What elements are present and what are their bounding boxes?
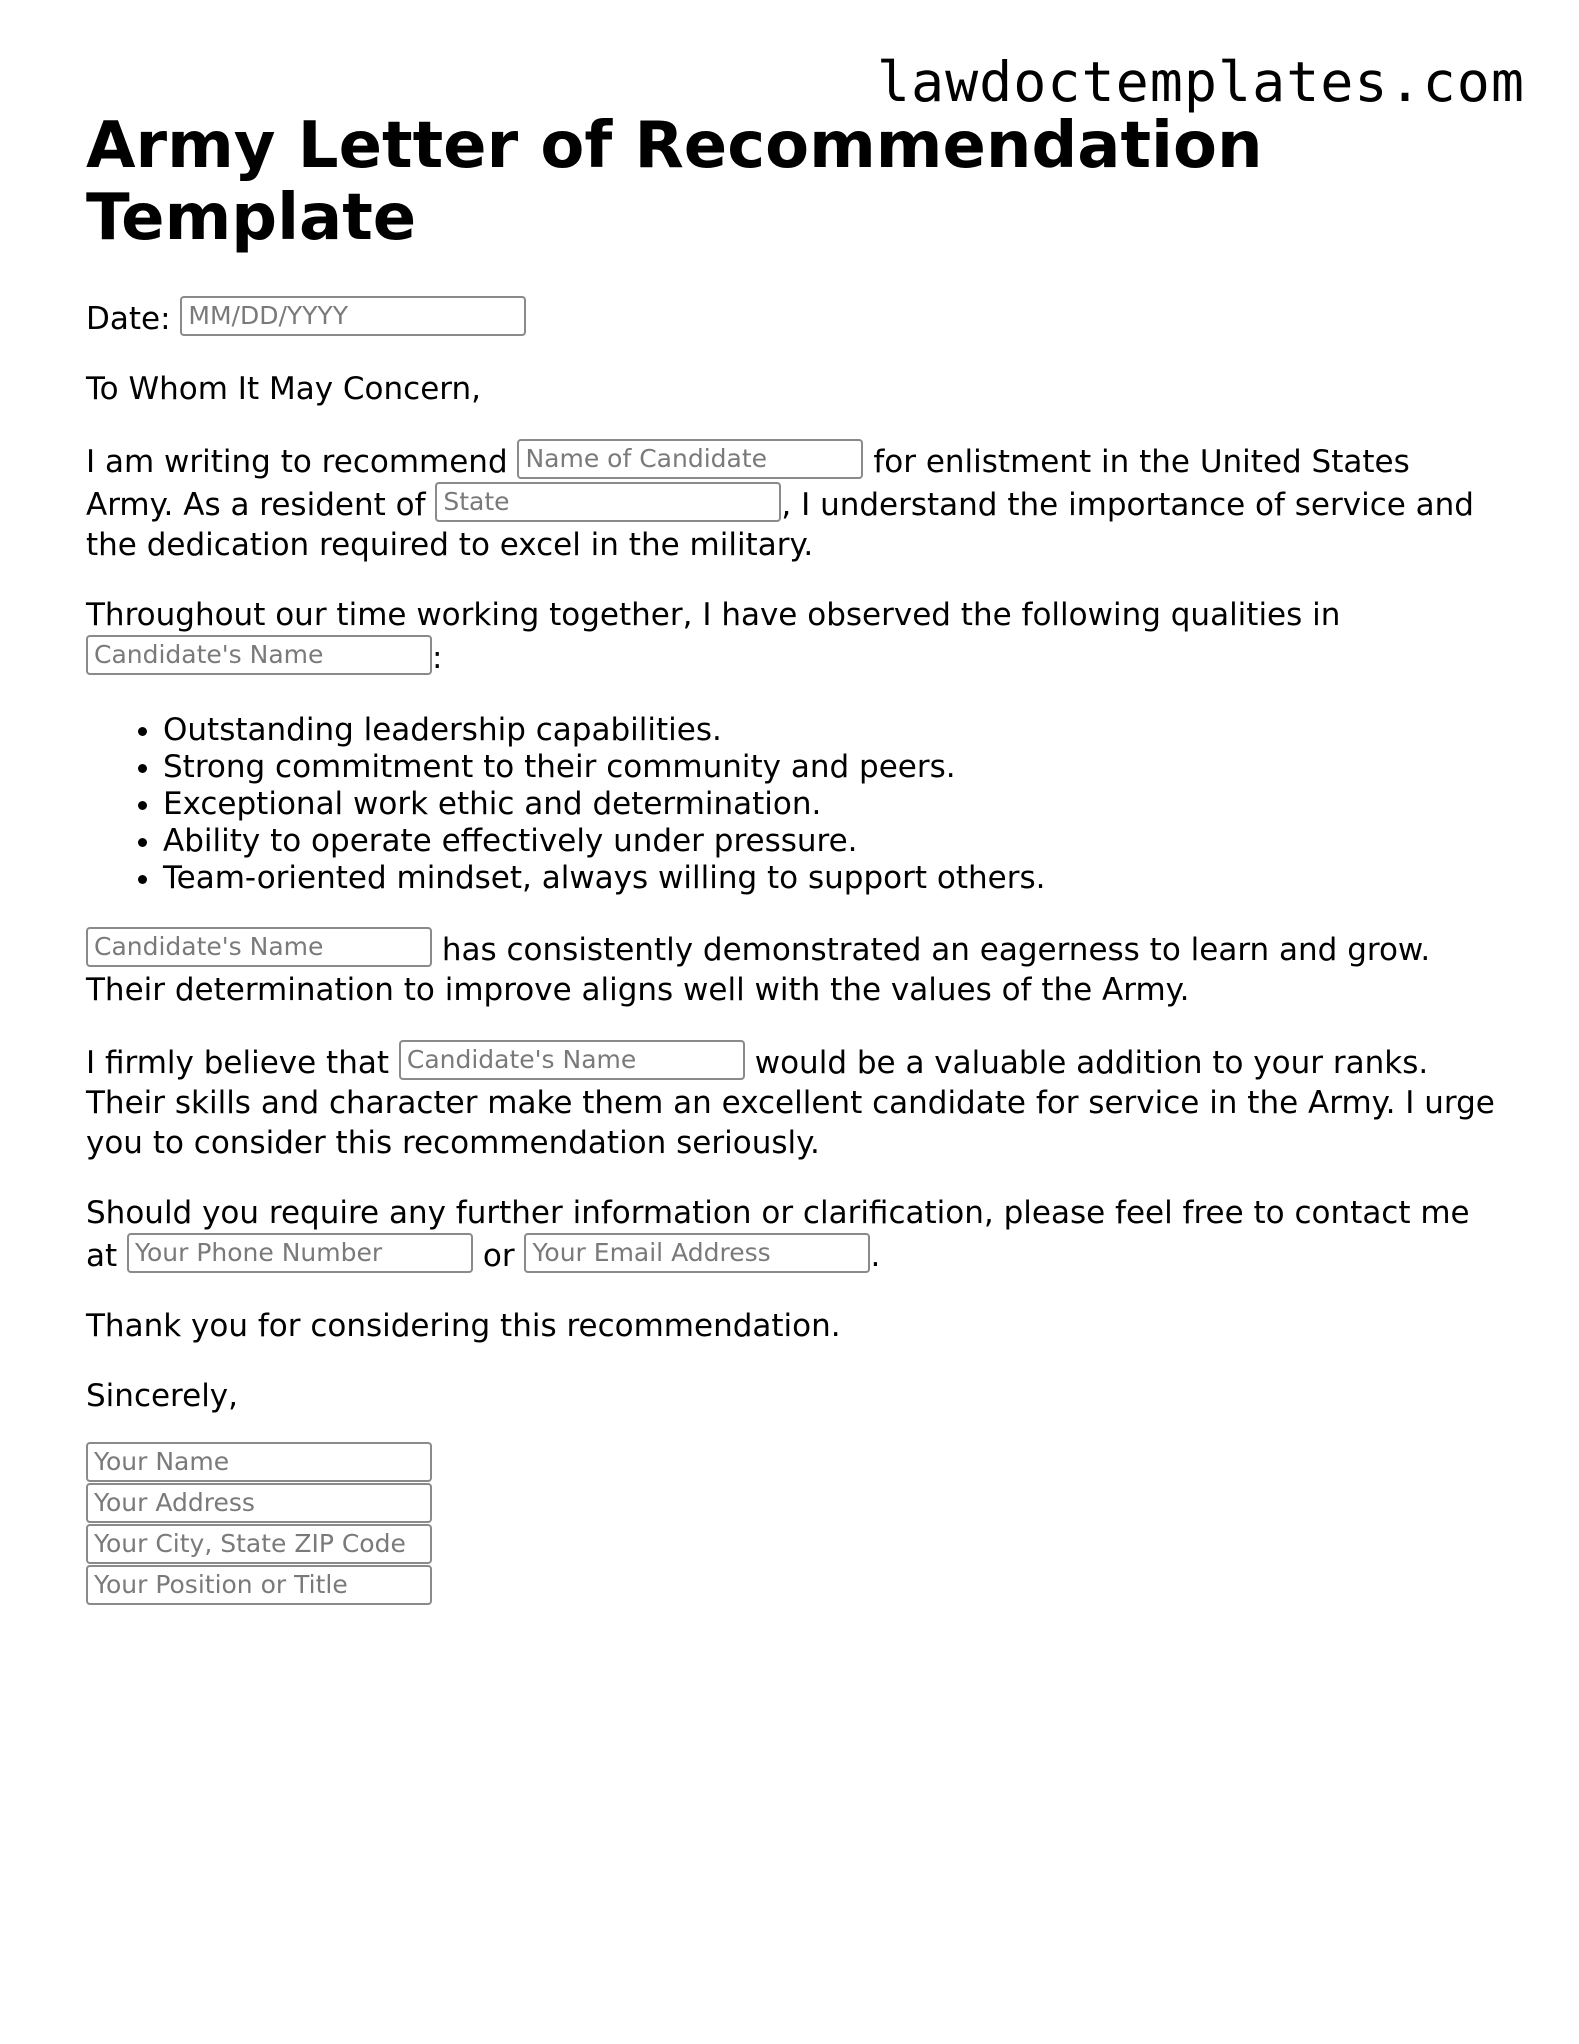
state-field[interactable]: State	[435, 482, 781, 522]
date-label: Date:	[86, 301, 171, 337]
qualities-intro-colon: :	[432, 640, 443, 676]
thanks-line: Thank you for considering this recommendation.	[86, 1308, 841, 1344]
phone-field[interactable]: Your Phone Number	[127, 1233, 473, 1273]
belief-text-b: would be a valuable addition to your ranks. Their skills and character make them an excellent candidate for service in the Army. I urge you to consider this recommendation seriously.	[86, 1045, 1495, 1161]
site-watermark: lawdoctemplates.com	[876, 50, 1525, 114]
list-item: • Exceptional work ethic and determination.	[163, 786, 1506, 823]
paragraph-qualities-intro	[86, 595, 1506, 678]
contact-text-period: .	[870, 1238, 881, 1274]
intro-text-a: I am writing to recommend	[86, 444, 508, 480]
page-title: Army Letter of Recommendation Template	[86, 109, 1263, 255]
salutation: To Whom It May Concern,	[86, 371, 481, 407]
candidate-name-field-4[interactable]: Candidate's Name	[399, 1040, 745, 1080]
list-item: • Ability to operate effectively under pressure.	[163, 823, 1506, 860]
qualities-intro-text: Throughout our time working together, I have observed the following qualities in	[86, 597, 1341, 633]
contact-text-or: or	[482, 1238, 515, 1274]
email-field[interactable]: Your Email Address	[524, 1233, 870, 1273]
letter-page	[86, 110, 1506, 1606]
candidate-name-field-2[interactable]: Candidate's Name	[86, 635, 432, 675]
belief-text-a: I firmly believe that	[86, 1045, 390, 1081]
paragraph-intro	[86, 439, 1506, 565]
list-item: • Strong commitment to their community and peers.	[163, 749, 1506, 786]
date-line	[86, 296, 1506, 339]
list-item: • Team-oriented mindset, always willing to support others.	[163, 860, 1506, 897]
paragraph-belief	[86, 1040, 1506, 1163]
your-name-field[interactable]: Your Name	[86, 1442, 432, 1482]
your-city-field[interactable]: Your City, State ZIP Code	[86, 1524, 432, 1564]
date-field[interactable]: MM/DD/YYYY	[180, 296, 526, 336]
candidate-name-field-3[interactable]: Candidate's Name	[86, 927, 432, 967]
intro-text-c: , I understand the importance of service and the dedication required to excel in the military.	[86, 487, 1474, 563]
eagerness-text: has consistently demonstrated an eagerness to learn and grow. Their determination to improve aligns well with the values of the Army.	[86, 932, 1431, 1008]
candidate-name-field[interactable]: Name of Candidate	[517, 439, 863, 479]
list-item: • Outstanding leadership capabilities.	[163, 712, 1506, 749]
paragraph-contact	[86, 1193, 1506, 1276]
intro-text-b: for enlistment in the United States Army. As a resident of	[86, 444, 1410, 523]
signature-block	[86, 1442, 1506, 1605]
your-address-field[interactable]: Your Address	[86, 1483, 432, 1523]
contact-text-a: Should you require any further information or clarification, please feel free to contact me at	[86, 1195, 1470, 1274]
your-position-field[interactable]: Your Position or Title	[86, 1565, 432, 1605]
paragraph-eagerness	[86, 927, 1506, 1010]
qualities-list	[86, 712, 1506, 897]
closing-line: Sincerely,	[86, 1378, 239, 1414]
